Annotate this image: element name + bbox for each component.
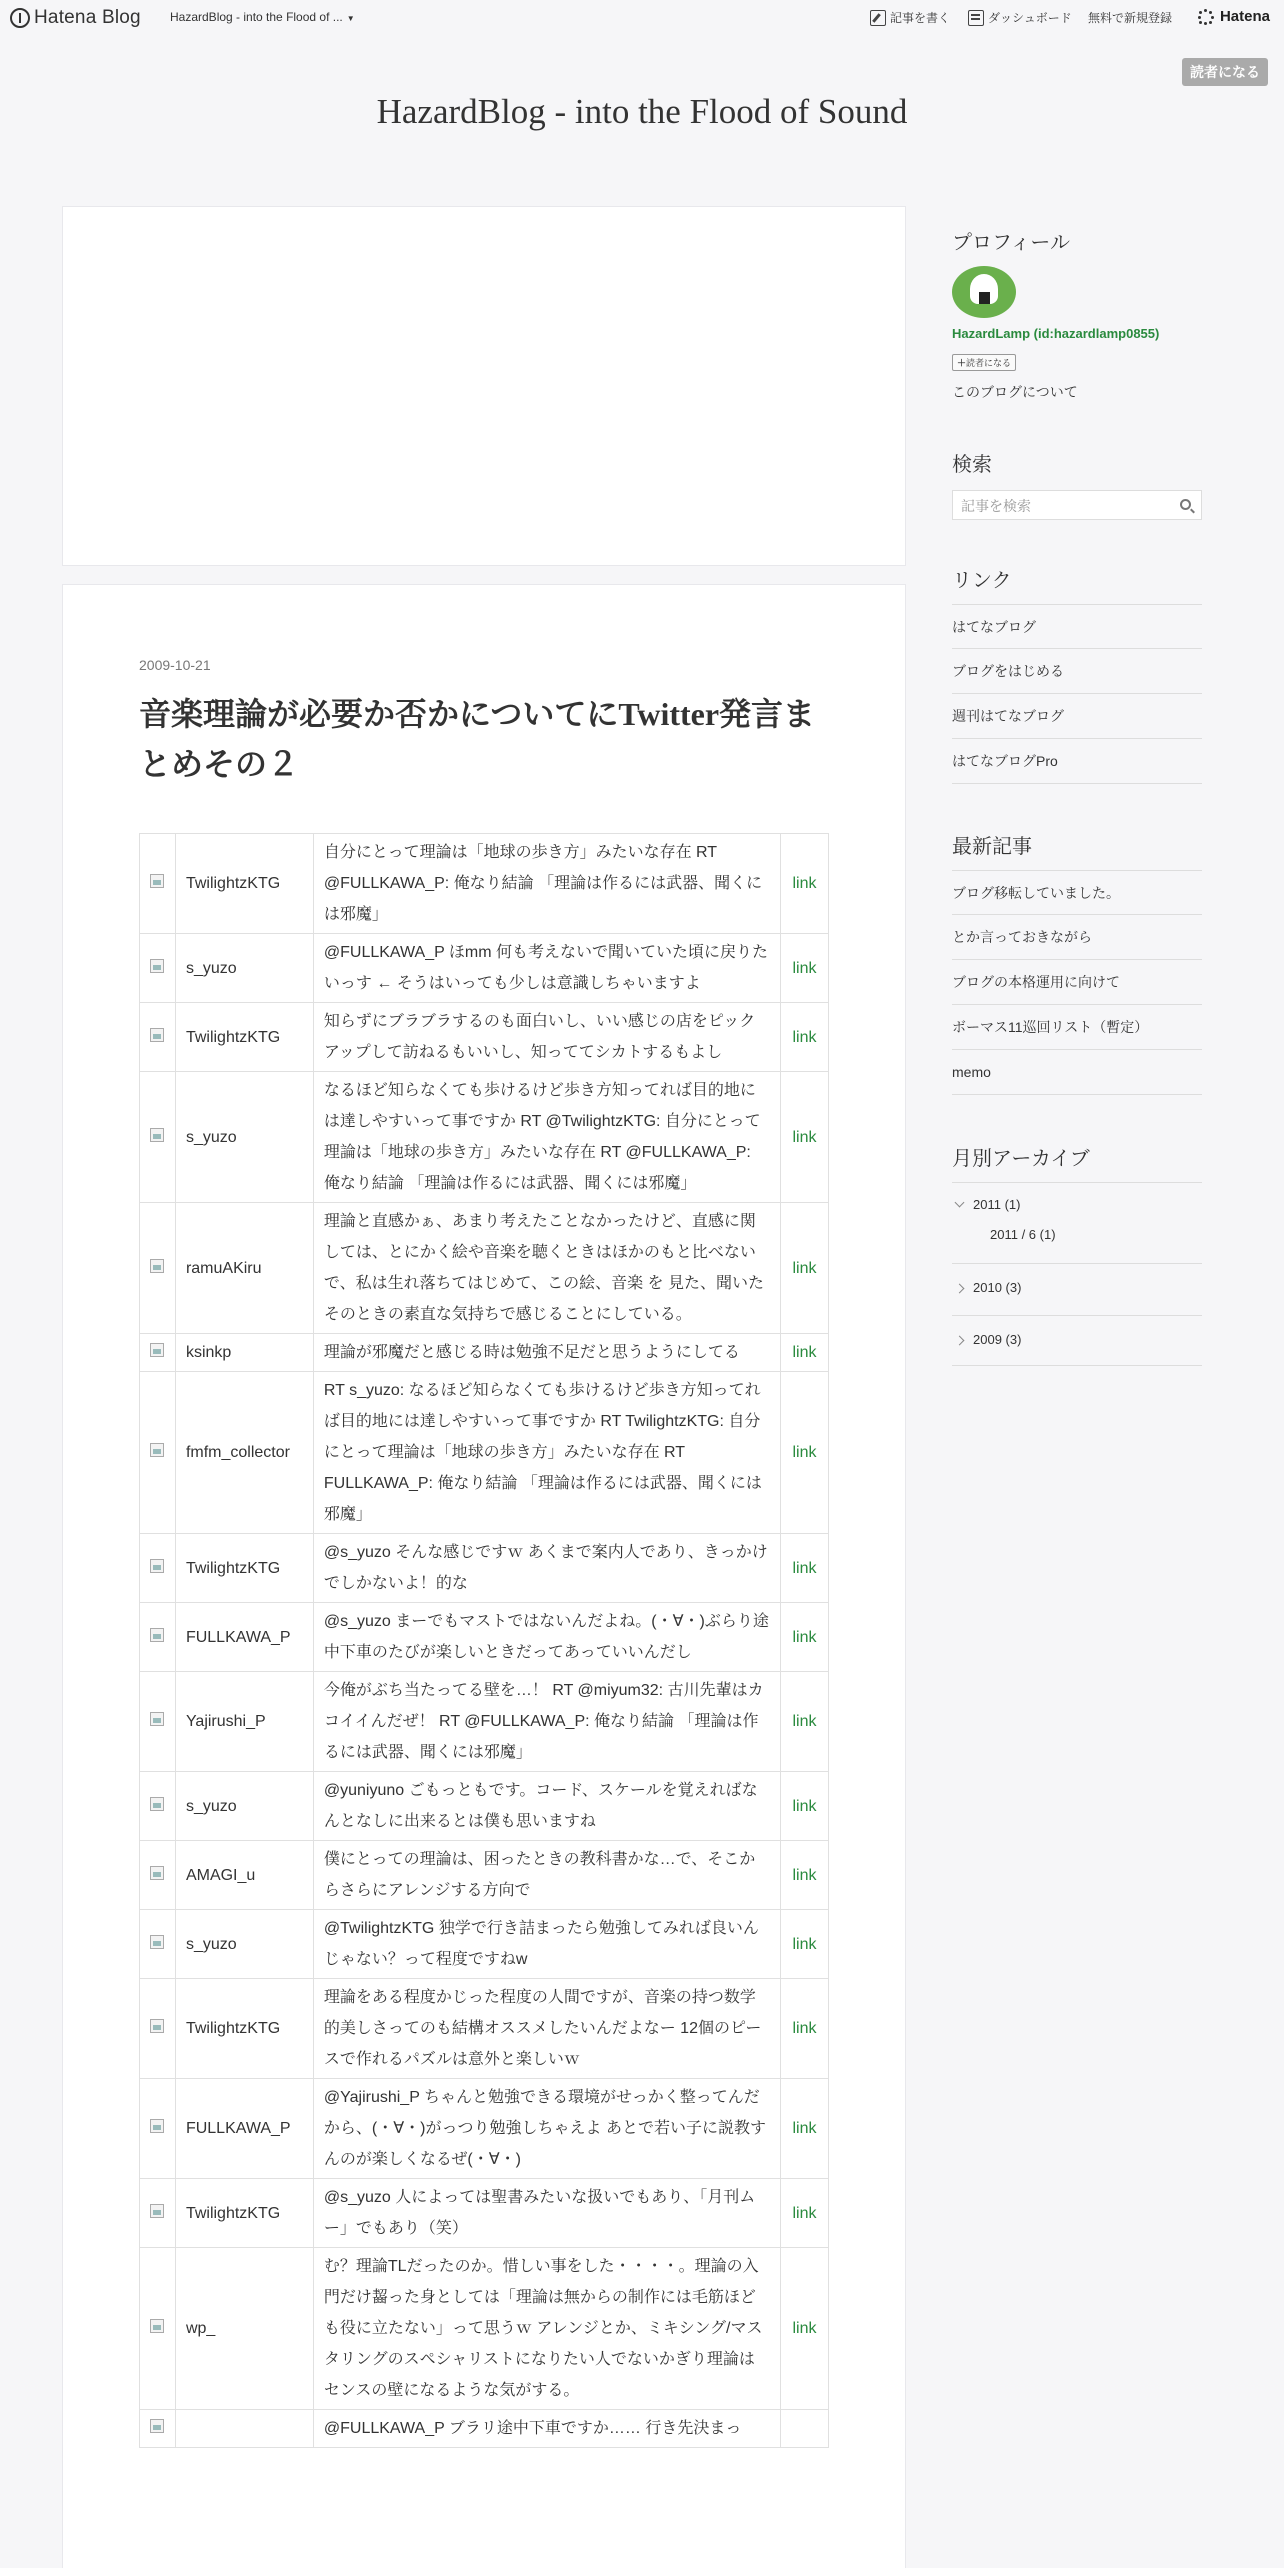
user-name: s_yuzo <box>175 1072 313 1203</box>
tweet-text: 自分にとって理論は「地球の歩き方」みたいな存在 RT @FULLKAWA_P: 俺なり結論 「理論は作るには武器、聞くには邪魔」 <box>313 834 780 934</box>
user-avatar-cell <box>140 1372 176 1534</box>
tweet-text: 知らずにブラブラするのも面白いし、いい感じの店をピックアップして訪ねるもいいし、知っててシカトするもよし <box>313 1003 780 1072</box>
blog-switcher-label: HazardBlog - into the Flood of ... <box>170 10 343 24</box>
hatena-blog-logo[interactable] <box>10 7 141 29</box>
hatena-menu[interactable] <box>1198 8 1270 25</box>
user-avatar-cell <box>140 1979 176 2079</box>
link-item[interactable]: 週刊はてなブログ <box>952 694 1202 739</box>
tweet-text: @Yajirushi_P ちゃんと勉強できる環境がせっかく整ってんだから、(・∀・)がっつり勉強しちゃえよ あとで若い子に説教すんのが楽しくなるぜ(・∀・) <box>313 2079 780 2179</box>
profile-name[interactable]: HazardLamp (id:hazardlamp0855) <box>952 326 1160 341</box>
broken-image-icon[interactable] <box>150 1259 164 1273</box>
tweet-link[interactable] <box>781 2410 829 2448</box>
tweet-text: 僕にとっての理論は、困ったときの教科書かな…で、そこからさらにアレンジする方向で <box>313 1841 780 1910</box>
avatar[interactable] <box>952 266 1016 318</box>
tweet-text: む？理論TLだったのか。惜しい事をした・・・・。理論の入門だけ齧った身としては「理論は無からの制作には毛筋ほども役に立たない」って思うｗ アレンジとか、ミキシング/マスタリングのスペシャリストになりたい人でないかぎり理論はセンスの壁になるような気がする。 <box>313 2248 780 2410</box>
recent-heading: 最新記事 <box>952 836 1032 858</box>
links-list <box>952 604 1202 784</box>
table-row <box>140 2248 829 2410</box>
blog-title[interactable]: HazardBlog - into the Flood of Sound <box>376 92 908 131</box>
archive-year-2009[interactable] <box>952 1316 1202 1366</box>
broken-image-icon[interactable] <box>150 2119 164 2133</box>
table-row <box>140 1534 829 1603</box>
tweet-link[interactable]: link <box>781 834 829 934</box>
tweet-text: @s_yuzo まーでもマストではないんだよね。(・∀・)ぶらり途中下車のたびが楽しいときだってあっていいんだし <box>313 1603 780 1672</box>
logo-text: Hatena Blog <box>34 7 141 28</box>
broken-image-icon[interactable] <box>150 1128 164 1142</box>
article <box>62 584 906 2568</box>
archive-month-2011-6[interactable]: 2011 / 6 (1) <box>990 1227 1056 1242</box>
broken-image-icon[interactable] <box>150 1935 164 1949</box>
user-avatar-cell <box>140 1534 176 1603</box>
tweet-text: @FULLKAWA_P ブラリ途中下車ですか…… 行き先決まっ <box>313 2410 780 2448</box>
broken-image-icon[interactable] <box>150 2019 164 2033</box>
search-icon[interactable] <box>1180 499 1191 510</box>
hatena-logo-icon <box>10 8 30 28</box>
user-name: ksinkp <box>175 1334 313 1372</box>
tweet-link[interactable]: link <box>781 1372 829 1534</box>
profile-heading: プロフィール <box>952 232 1070 254</box>
user-avatar-cell <box>140 1203 176 1334</box>
broken-image-icon[interactable] <box>150 1866 164 1880</box>
blog-switcher[interactable] <box>170 10 355 24</box>
tweet-link[interactable]: link <box>781 1203 829 1334</box>
user-name: Yajirushi_P <box>175 1672 313 1772</box>
broken-image-icon[interactable] <box>150 1443 164 1457</box>
user-avatar-cell <box>140 2179 176 2248</box>
broken-image-icon[interactable] <box>150 2419 164 2433</box>
broken-image-icon[interactable] <box>150 1628 164 1642</box>
archive-year-label: 2011 (1) <box>973 1197 1021 1212</box>
broken-image-icon[interactable] <box>150 1028 164 1042</box>
user-avatar-cell <box>140 2248 176 2410</box>
tweet-link[interactable]: link <box>781 1534 829 1603</box>
user-avatar-cell <box>140 1072 176 1203</box>
links-heading: リンク <box>952 570 1012 592</box>
tweet-link[interactable]: link <box>781 1003 829 1072</box>
tweet-link[interactable]: link <box>781 1072 829 1203</box>
user-avatar-cell <box>140 1334 176 1372</box>
tweet-link[interactable]: link <box>781 1841 829 1910</box>
user-avatar-cell <box>140 1841 176 1910</box>
subscribe-small-button[interactable] <box>952 354 1016 371</box>
link-item[interactable]: はてなブログPro <box>952 739 1202 784</box>
user-avatar-cell <box>140 934 176 1003</box>
dashboard-link[interactable] <box>968 9 1072 26</box>
link-item[interactable]: はてなブログ <box>952 604 1202 649</box>
user-name: s_yuzo <box>175 934 313 1003</box>
chevron-right-icon <box>955 1336 965 1346</box>
archive-list <box>952 1182 1202 1366</box>
hatena-label: Hatena <box>1219 8 1270 25</box>
user-avatar-cell <box>140 1910 176 1979</box>
table-row <box>140 1910 829 1979</box>
tweet-text: RT s_yuzo: なるほど知らなくても歩けるけど歩き方知ってれば目的地には達しやすいって事ですか RT TwilightzKTG: 自分にとって理論は「地球の歩き方」みたいな存在 RT FULLKAWA_P: 俺なり結論 「理論は作るには武器、聞くには邪魔」 <box>313 1372 780 1534</box>
pen-icon <box>870 10 886 26</box>
user-avatar-cell <box>140 2079 176 2179</box>
ad-area <box>62 206 906 566</box>
tweet-link[interactable]: link <box>781 1772 829 1841</box>
table-row <box>140 1334 829 1372</box>
caret-down-icon: ▼ <box>346 14 355 23</box>
dashboard-label: ダッシュボード <box>988 11 1072 25</box>
user-name: TwilightzKTG <box>175 2179 313 2248</box>
user-name: AMAGI_u <box>175 1841 313 1910</box>
user-name: TwilightzKTG <box>175 1534 313 1603</box>
user-name: s_yuzo <box>175 1910 313 1979</box>
user-avatar-cell <box>140 2410 176 2448</box>
search-input[interactable] <box>952 490 1202 520</box>
user-name: wp_ <box>175 2248 313 2410</box>
table-row <box>140 2410 829 2448</box>
archive-year-label: 2009 (3) <box>973 1332 1022 1347</box>
user-name: TwilightzKTG <box>175 1003 313 1072</box>
hatena-dots-icon <box>1198 9 1214 25</box>
user-avatar-cell <box>140 1672 176 1772</box>
tweet-link[interactable]: link <box>781 934 829 1003</box>
global-header <box>0 0 1284 36</box>
recent-item[interactable]: とか言っておきながら <box>952 915 1202 960</box>
tweet-text: @s_yuzo 人によっては聖書みたいな扱いでもあり、「月刊ムー」でもあり（笑） <box>313 2179 780 2248</box>
tweet-text: 理論をある程度かじった程度の人間ですが、音楽の持つ数学的美しさってのも結構オススメしたいんだよなー 12個のピースで作れるパズルは意外と楽しいｗ <box>313 1979 780 2079</box>
broken-image-icon[interactable] <box>150 1712 164 1726</box>
table-row <box>140 1372 829 1534</box>
table-row <box>140 2079 829 2179</box>
table-row <box>140 1672 829 1772</box>
signup-link[interactable] <box>1088 9 1172 26</box>
tweet-link[interactable]: link <box>781 2179 829 2248</box>
recent-item[interactable]: ブログの本格運用に向けて <box>952 960 1202 1005</box>
article-title[interactable]: 音楽理論が必要か否かについてにTwitter発言まとめその２ <box>139 696 816 782</box>
search-placeholder: 記事を検索 <box>961 498 1031 514</box>
tweet-link[interactable]: link <box>781 1979 829 2079</box>
user-name: FULLKAWA_P <box>175 1603 313 1672</box>
user-name: TwilightzKTG <box>175 1979 313 2079</box>
broken-image-icon[interactable] <box>150 1343 164 1357</box>
tweet-text: @s_yuzo そんな感じですｗ あくまで案内人であり、きっかけでしかないよ！的な <box>313 1534 780 1603</box>
table-row <box>140 1072 829 1203</box>
user-avatar-cell <box>140 1772 176 1841</box>
tweet-text: 理論と直感かぁ、あまり考えたことなかったけど、直感に関しては、とにかく絵や音楽を聴くときはほかのもと比べないで、私は生れ落ちてはじめて、この絵、音楽 を 見た、聞いた そのときの素直な気持ちで感じることにしている。 <box>313 1203 780 1334</box>
search-heading: 検索 <box>952 454 992 476</box>
table-row <box>140 934 829 1003</box>
user-name: ramuAKiru <box>175 1203 313 1334</box>
write-post-link[interactable] <box>870 9 950 26</box>
table-row <box>140 1603 829 1672</box>
archive-year-2011[interactable] <box>952 1182 1202 1264</box>
tweet-link[interactable]: link <box>781 1603 829 1672</box>
article-date[interactable]: 2009-10-21 <box>139 657 211 673</box>
recent-list <box>952 870 1202 1095</box>
user-name <box>175 2410 313 2448</box>
tweet-text: 理論が邪魔だと感じる時は勉強不足だと思うようにしてる <box>313 1334 780 1372</box>
tweet-link[interactable]: link <box>781 2079 829 2179</box>
user-avatar-cell <box>140 834 176 934</box>
broken-image-icon[interactable] <box>150 1559 164 1573</box>
about-blog-link[interactable]: このブログについて <box>952 384 1078 400</box>
write-post-label: 記事を書く <box>890 11 951 25</box>
tweet-link[interactable]: link <box>781 1334 829 1372</box>
archive-year-2010[interactable] <box>952 1264 1202 1316</box>
table-row <box>140 1841 829 1910</box>
user-avatar-cell <box>140 1003 176 1072</box>
plus-icon: ＋ <box>957 358 967 368</box>
table-row <box>140 1203 829 1334</box>
subscribe-small-label: 読者になる <box>966 358 1012 368</box>
recent-item[interactable]: ブログ移転していました。 <box>952 870 1202 915</box>
user-name: fmfm_collector <box>175 1372 313 1534</box>
tweet-table <box>139 833 829 2448</box>
tweet-link[interactable]: link <box>781 1910 829 1979</box>
table-row <box>140 2179 829 2248</box>
broken-image-icon[interactable] <box>150 2319 164 2333</box>
dashboard-icon <box>968 10 984 26</box>
signup-label: 無料で新規登録 <box>1088 11 1173 25</box>
chevron-down-icon <box>955 1198 965 1208</box>
broken-image-icon[interactable] <box>150 959 164 973</box>
subscribe-button[interactable]: 読者になる <box>1182 58 1268 86</box>
tweet-text: なるほど知らなくても歩けるけど歩き方知ってれば目的地には達しやすいって事ですか RT @TwilightzKTG: 自分にとって理論は「地球の歩き方」みたいな存在 RT @FULLKAWA_P: 俺なり結論 「理論は作るには武器、聞くには邪魔」 <box>313 1072 780 1203</box>
table-row <box>140 1772 829 1841</box>
archive-heading: 月別アーカイブ <box>952 1148 1090 1170</box>
table-row <box>140 1003 829 1072</box>
broken-image-icon[interactable] <box>150 2204 164 2218</box>
broken-image-icon[interactable] <box>150 1797 164 1811</box>
user-name: TwilightzKTG <box>175 834 313 934</box>
tweet-link[interactable]: link <box>781 2248 829 2410</box>
user-name: s_yuzo <box>175 1772 313 1841</box>
tweet-text: 今俺がぶち当たってる壁を…！ RT @miyum32: 古川先輩はカコイイんだぜ！ RT @FULLKAWA_P: 俺なり結論 「理論は作るには武器、聞くには邪魔」 <box>313 1672 780 1772</box>
archive-year-label: 2010 (3) <box>973 1280 1022 1295</box>
tweet-text: @TwilightzKTG 独学で行き詰まったら勉強してみれば良いんじゃない？って程度ですねw <box>313 1910 780 1979</box>
broken-image-icon[interactable] <box>150 874 164 888</box>
recent-item[interactable]: memo <box>952 1050 1202 1095</box>
link-item[interactable]: ブログをはじめる <box>952 649 1202 694</box>
table-row <box>140 834 829 934</box>
tweet-text: @FULLKAWA_P ほmm 何も考えないで聞いていた頃に戻りたいっす ← そうはいっても少しは意識しちゃいますよ <box>313 934 780 1003</box>
user-name: FULLKAWA_P <box>175 2079 313 2179</box>
table-row <box>140 1979 829 2079</box>
user-avatar-cell <box>140 1603 176 1672</box>
chevron-right-icon <box>955 1284 965 1294</box>
recent-item[interactable]: ボーマス11巡回リスト（暫定） <box>952 1005 1202 1050</box>
tweet-text: @yuniyuno ごもっともです。コード、スケールを覚えればなんとなしに出来るとは僕も思いますね <box>313 1772 780 1841</box>
tweet-link[interactable]: link <box>781 1672 829 1772</box>
